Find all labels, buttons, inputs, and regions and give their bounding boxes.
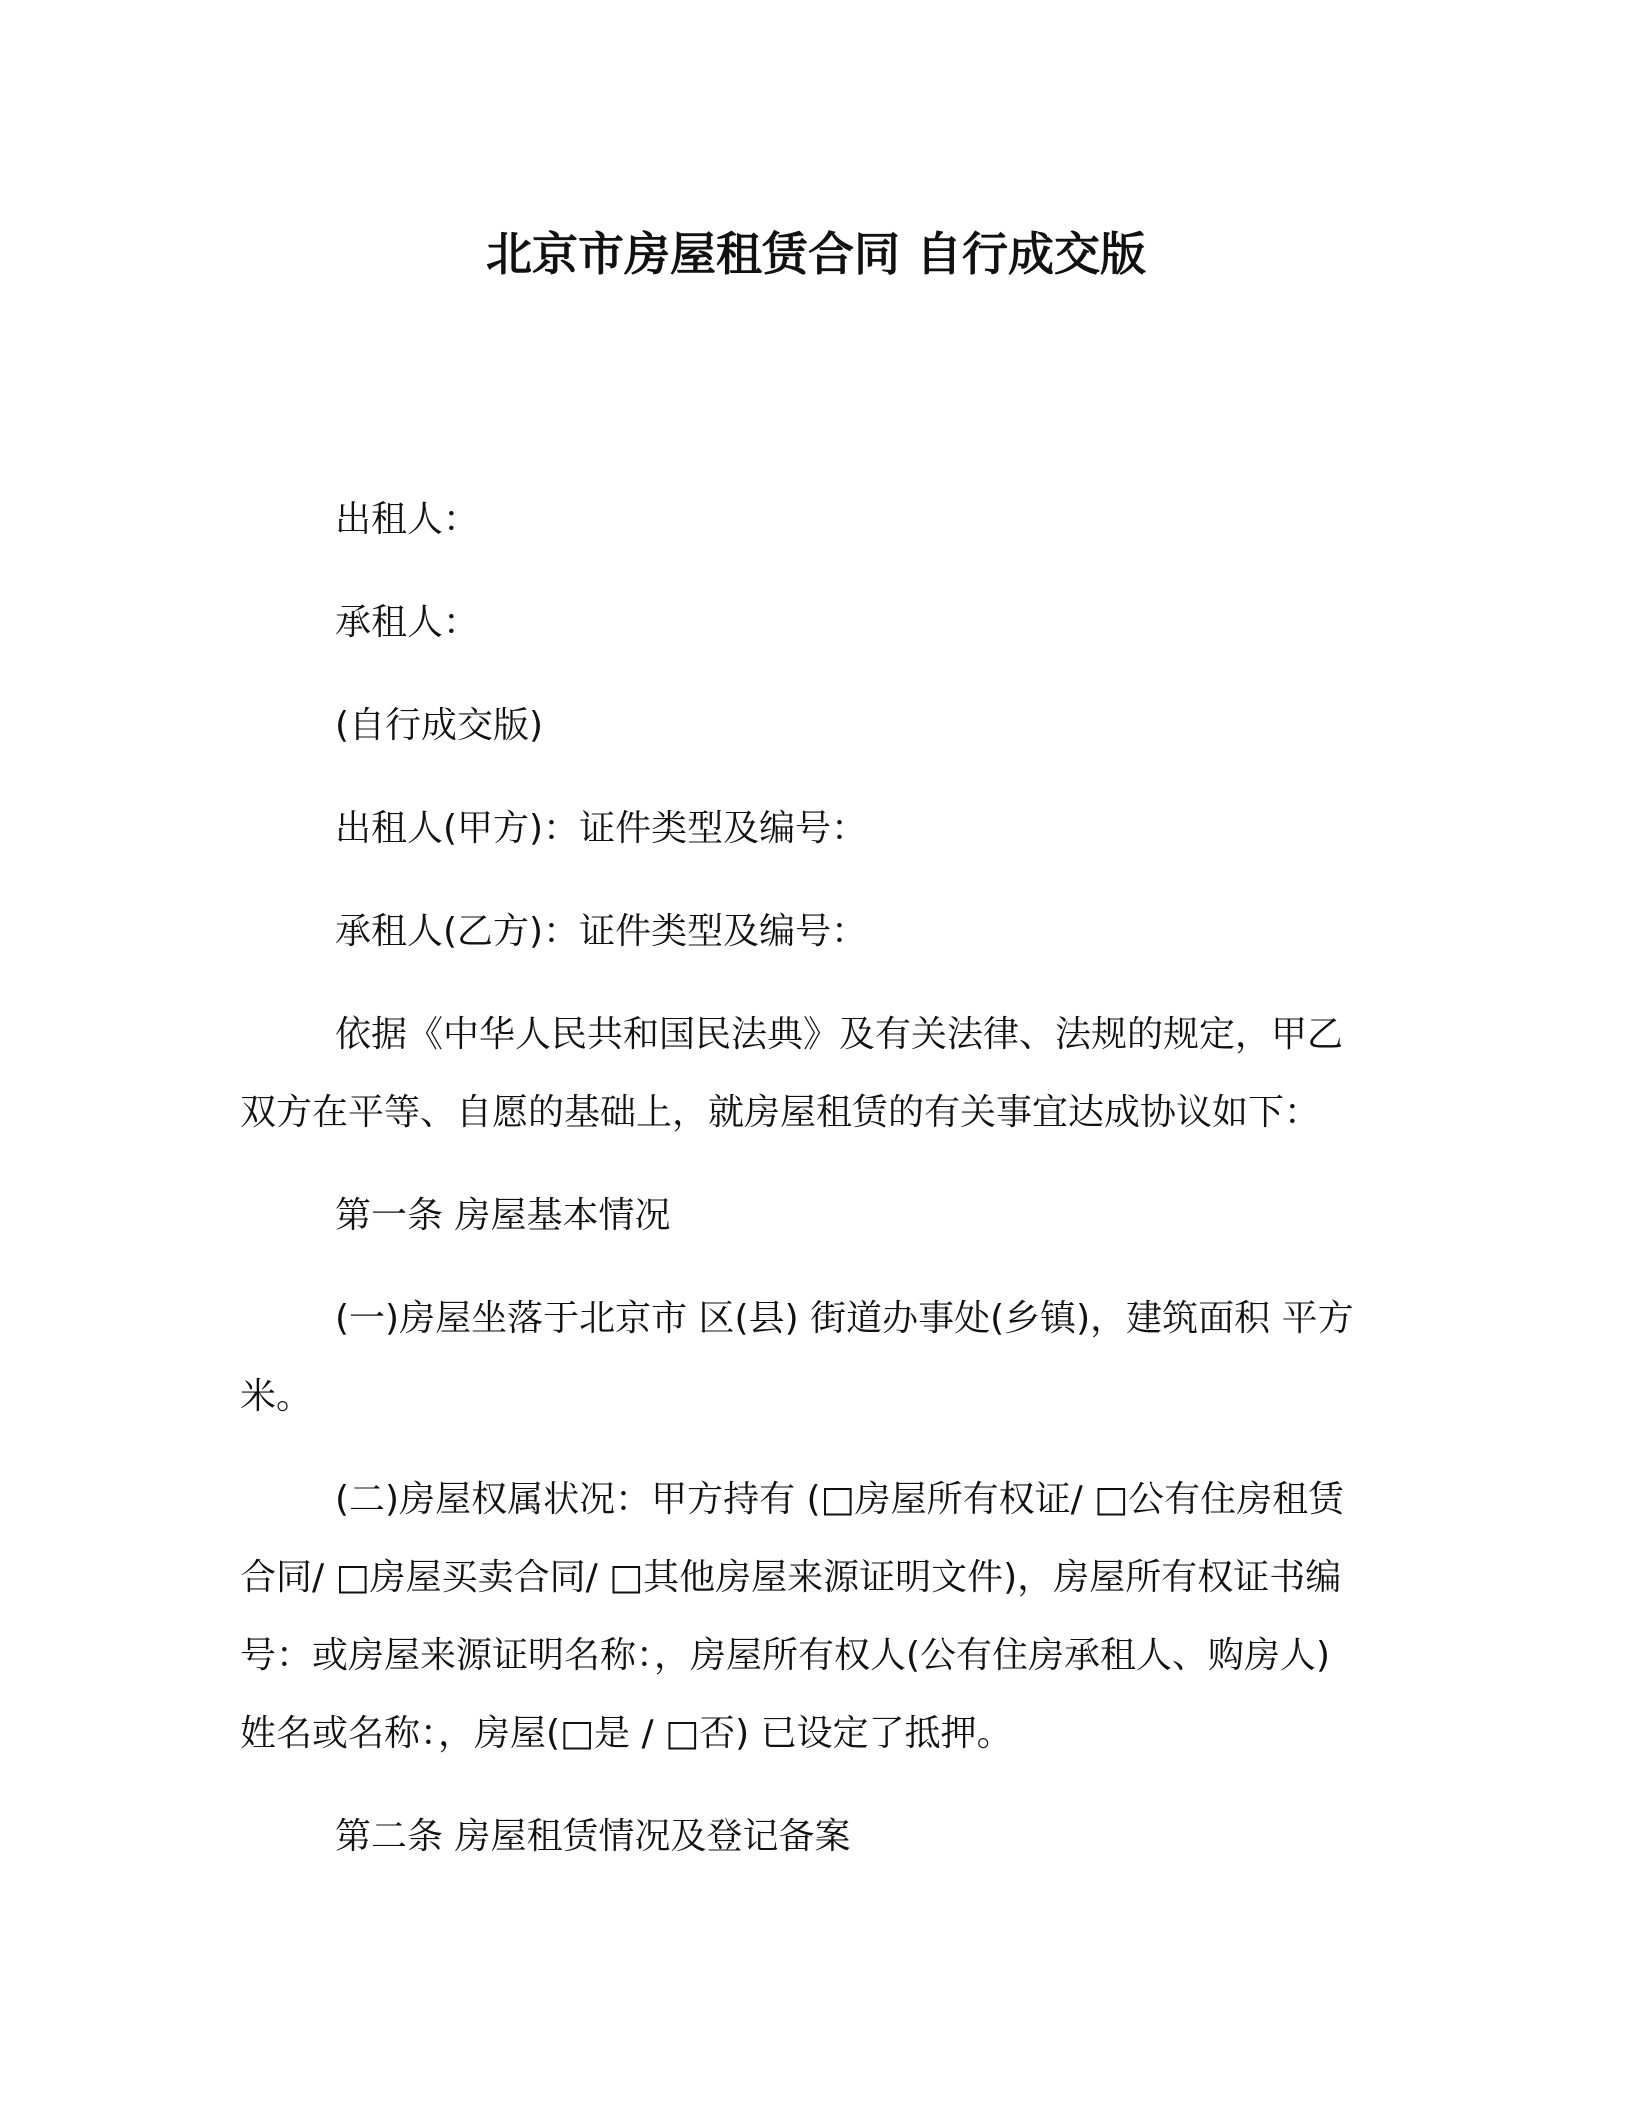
clause-1-1-line-2: 米。 [240,1376,313,1417]
document-title: 北京市房屋租赁合同 自行成交版 [485,227,1146,281]
preamble-line-2: 双方在平等、自愿的基础上，就房屋租赁的有关事宜达成协议如下： [240,1092,1321,1133]
clause-1-1-line-1: (一)房屋坐落于北京市 区(县) 街道办事处(乡镇)，建筑面积 平方 [335,1298,1354,1339]
lessee-line: 承租人： [335,602,480,643]
party-b-line: 承租人(乙方)：证件类型及编号： [335,911,868,952]
clause-1-2-line-4: 姓名或名称：，房屋(□是 / □否) 已设定了抵押。 [240,1713,1013,1754]
article-2-heading: 第二条 房屋租赁情况及登记备案 [335,1816,851,1857]
article-1-heading: 第一条 房屋基本情况 [335,1195,671,1236]
lessor-line: 出租人： [335,499,480,540]
party-a-line: 出租人(甲方)：证件类型及编号： [335,808,868,849]
clause-1-2-line-3: 号：或房屋来源证明名称：，房屋所有权人(公有住房承租人、购房人) [240,1635,1331,1676]
edition-note: (自行成交版) [335,705,544,746]
clause-1-2-line-1: (二)房屋权属状况：甲方持有 (□房屋所有权证/ □公有住房租赁 [335,1479,1345,1520]
preamble-line-1: 依据《中华人民共和国民法典》及有关法律、法规的规定，甲乙 [335,1014,1344,1055]
clause-1-2-line-2: 合同/ □房屋买卖合同/ □其他房屋来源证明文件)，房屋所有权证书编 [240,1557,1342,1598]
